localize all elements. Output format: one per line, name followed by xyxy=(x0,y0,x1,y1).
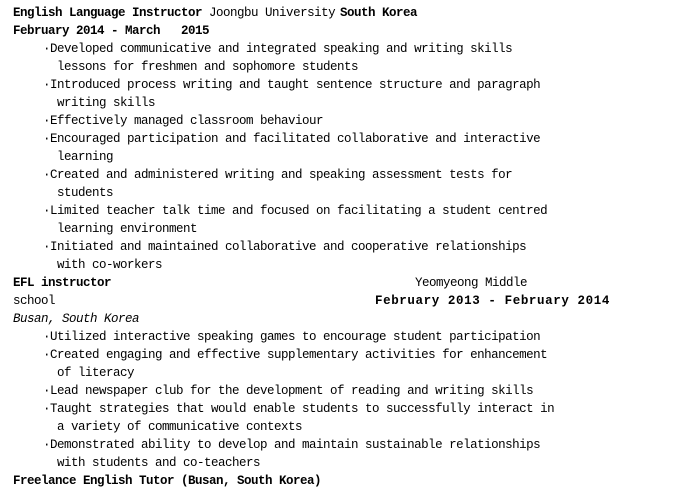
job2-bullet-1-line-1: ·Utilized interactive speaking games to encourage student participation xyxy=(43,330,541,344)
job1-bullet-6-line-1: ·Limited teacher talk time and focused on facilitating a student centred xyxy=(43,204,548,218)
job2-dates: February 2013 - February 2014 xyxy=(375,294,610,308)
job1-bullet-3-line-1: ·Effectively managed classroom behaviour xyxy=(43,114,324,128)
job2-location: Busan, South Korea xyxy=(13,312,140,326)
job2-bullet-3-line-1: ·Lead newspaper club for the development of reading and writing skills xyxy=(43,384,534,398)
job1-bullet-7-line-1: ·Initiated and maintained collaborative and cooperative relationships xyxy=(43,240,527,254)
job2-employer-line1: Yeomyeong Middle xyxy=(415,276,528,290)
job2-bullet-5-line-1: ·Demonstrated ability to develop and maintain sustainable relationships xyxy=(43,438,541,452)
job1-bullet-5-line-1: ·Created and administered writing and speaking assessment tests for xyxy=(43,168,513,182)
job2-bullet-4-line-1: ·Taught strategies that would enable students to successfully interact in xyxy=(43,402,555,416)
job3-title-partial: Freelance English Tutor (Busan, South Korea) xyxy=(13,474,322,488)
job1-bullet-1-line-2: lessons for freshmen and sophomore students xyxy=(57,60,359,74)
job2-header-line2 xyxy=(0,292,693,310)
job1-location: South Korea xyxy=(340,6,418,20)
job1-header-line xyxy=(0,4,693,22)
job2-bullet-2-line-1: ·Created engaging and effective supplementary activities for enhancement xyxy=(43,348,548,362)
job1-bullet-6-line-2: learning environment xyxy=(57,222,198,236)
job2-title: EFL instructor xyxy=(13,276,112,290)
job2-bullet-5-line-2: with students and co-teachers xyxy=(57,456,261,470)
job1-title: English Language Instructor xyxy=(13,6,203,20)
job1-employer: Joongbu University xyxy=(202,6,336,20)
job1-bullet-1-line-1: ·Developed communicative and integrated speaking and writing skills xyxy=(43,42,513,56)
job1-bullet-4-line-1: ·Encouraged participation and facilitated collaborative and interactive xyxy=(43,132,541,146)
job1-bullet-7-line-2: with co-workers xyxy=(57,258,163,272)
job2-bullet-2-line-2: of literacy xyxy=(57,366,135,380)
job2-bullet-4-line-2: a variety of communicative contexts xyxy=(57,420,303,434)
job1-bullet-2-line-1: ·Introduced process writing and taught sentence structure and paragraph xyxy=(43,78,541,92)
job2-header-line xyxy=(0,274,693,292)
job1-bullet-2-line-2: writing skills xyxy=(57,96,156,110)
job2-employer-line2: school xyxy=(13,294,56,308)
job1-dates: February 2014 - March 2015 xyxy=(13,24,210,38)
job1-bullet-5-line-2: students xyxy=(57,186,114,200)
job1-bullet-4-line-2: learning xyxy=(57,150,114,164)
